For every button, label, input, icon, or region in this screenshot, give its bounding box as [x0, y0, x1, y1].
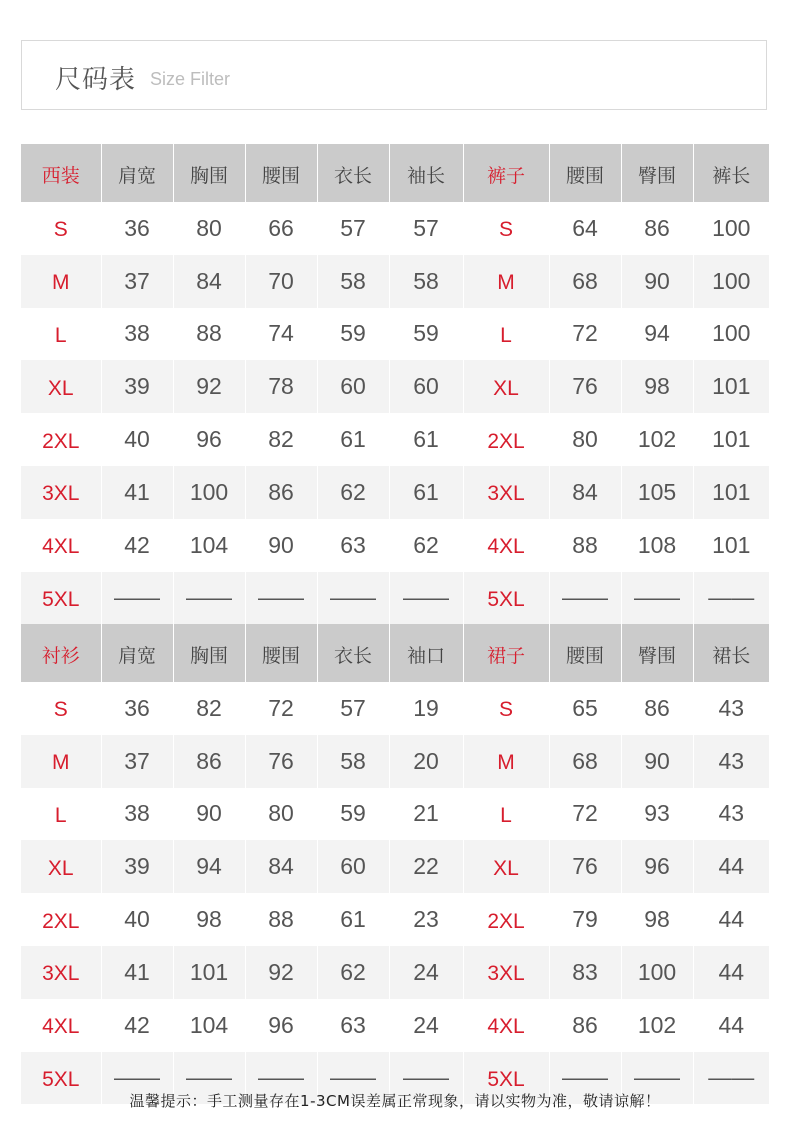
column-header: 衣长: [317, 624, 389, 682]
measurement-cell: 98: [621, 360, 693, 413]
measurement-cell: 41: [101, 946, 173, 999]
size-label-cell: S: [463, 682, 549, 735]
column-header: 胸围: [173, 624, 245, 682]
measurement-cell: 88: [549, 519, 621, 572]
measurement-cell: 57: [389, 202, 463, 255]
measurement-cell: 22: [389, 840, 463, 893]
measurement-cell: 60: [317, 840, 389, 893]
size-label-cell: 5XL: [21, 572, 101, 625]
size-label-cell: 4XL: [21, 519, 101, 572]
measurement-cell: 96: [173, 413, 245, 466]
measurement-cell: 86: [621, 202, 693, 255]
column-header: 裤子: [463, 144, 549, 202]
table-header-row: [21, 624, 769, 682]
measurement-cell: 44: [693, 999, 769, 1052]
table-row: [21, 999, 769, 1052]
measurement-cell: 74: [245, 308, 317, 361]
size-label-cell: L: [463, 308, 549, 361]
size-label-cell: M: [21, 255, 101, 308]
measurement-cell: 101: [173, 946, 245, 999]
size-label-cell: 4XL: [463, 999, 549, 1052]
measurement-cell: 101: [693, 519, 769, 572]
size-label-cell: 3XL: [21, 466, 101, 519]
measurement-cell: 90: [621, 735, 693, 788]
column-header: 臀围: [621, 624, 693, 682]
measurement-cell: 62: [389, 519, 463, 572]
measurement-cell: 42: [101, 999, 173, 1052]
measurement-cell: 100: [621, 946, 693, 999]
size-label-cell: 5XL: [463, 1052, 549, 1105]
measurement-cell: 59: [317, 788, 389, 841]
measurement-cell: 82: [173, 682, 245, 735]
measurement-cell: 44: [693, 946, 769, 999]
measurement-cell: 70: [245, 255, 317, 308]
measurement-cell: 68: [549, 735, 621, 788]
measurement-cell: 60: [389, 360, 463, 413]
measurement-cell: 90: [245, 519, 317, 572]
column-header: 肩宽: [101, 624, 173, 682]
table-row: [21, 682, 769, 735]
column-header: 腰围: [549, 144, 621, 202]
measurement-cell: ——: [621, 572, 693, 625]
measurement-cell: 44: [693, 893, 769, 946]
page-title: 尺码表: [55, 65, 137, 95]
size-label-cell: L: [463, 788, 549, 841]
measurement-cell: 61: [317, 413, 389, 466]
measurement-cell: 98: [621, 893, 693, 946]
measurement-cell: 57: [317, 202, 389, 255]
column-header: 腰围: [245, 144, 317, 202]
size-label-cell: 2XL: [21, 893, 101, 946]
measurement-cell: 86: [621, 682, 693, 735]
measurement-cell: 65: [549, 682, 621, 735]
measurement-cell: 76: [549, 360, 621, 413]
measurement-cell: 78: [245, 360, 317, 413]
measurement-cell: 100: [693, 202, 769, 255]
column-header: 衣长: [317, 144, 389, 202]
measurement-cell: 101: [693, 360, 769, 413]
measurement-cell: 38: [101, 788, 173, 841]
measurement-cell: 76: [245, 735, 317, 788]
size-label-cell: L: [21, 788, 101, 841]
column-header: 肩宽: [101, 144, 173, 202]
measurement-cell: 94: [173, 840, 245, 893]
measurement-cell: 90: [621, 255, 693, 308]
measurement-cell: ——: [693, 1052, 769, 1105]
measurement-cell: 79: [549, 893, 621, 946]
measurement-cell: 92: [245, 946, 317, 999]
measurement-cell: 39: [101, 360, 173, 413]
measurement-cell: 43: [693, 788, 769, 841]
measurement-cell: 93: [621, 788, 693, 841]
column-header: 袖口: [389, 624, 463, 682]
measurement-cell: 63: [317, 999, 389, 1052]
size-label-cell: S: [463, 202, 549, 255]
measurement-cell: 84: [549, 466, 621, 519]
measurement-cell: 40: [101, 413, 173, 466]
size-label-cell: 5XL: [463, 572, 549, 625]
measurement-cell: 102: [621, 999, 693, 1052]
measurement-cell: 66: [245, 202, 317, 255]
title-box: [21, 40, 767, 110]
measurement-cell: 94: [621, 308, 693, 361]
measurement-cell: 61: [389, 413, 463, 466]
measurement-cell: 90: [173, 788, 245, 841]
size-label-cell: 2XL: [21, 413, 101, 466]
measurement-cell: 96: [245, 999, 317, 1052]
measurement-cell: 41: [101, 466, 173, 519]
size-label-cell: M: [21, 735, 101, 788]
table-row: [21, 466, 769, 519]
table-row: [21, 255, 769, 308]
measurement-cell: 86: [549, 999, 621, 1052]
measurement-cell: ——: [549, 1052, 621, 1105]
size-label-cell: 3XL: [21, 946, 101, 999]
size-label-cell: XL: [463, 360, 549, 413]
measurement-cell: 101: [693, 413, 769, 466]
measurement-cell: 63: [317, 519, 389, 572]
measurement-cell: ——: [549, 572, 621, 625]
measurement-cell: 39: [101, 840, 173, 893]
measurement-cell: 62: [317, 466, 389, 519]
measurement-cell: 38: [101, 308, 173, 361]
measurement-cell: 61: [317, 893, 389, 946]
column-header: 胸围: [173, 144, 245, 202]
measurement-cell: 72: [549, 308, 621, 361]
measurement-cell: 20: [389, 735, 463, 788]
measurement-cell: 64: [549, 202, 621, 255]
table-row: [21, 840, 769, 893]
table-row: [21, 413, 769, 466]
measurement-cell: ——: [245, 572, 317, 625]
table-header-row: [21, 144, 769, 202]
measurement-cell: 60: [317, 360, 389, 413]
size-label-cell: M: [463, 735, 549, 788]
measurement-cell: 19: [389, 682, 463, 735]
size-label-cell: 2XL: [463, 413, 549, 466]
size-label-cell: S: [21, 202, 101, 255]
measurement-cell: 37: [101, 735, 173, 788]
measurement-cell: 72: [245, 682, 317, 735]
table-row: [21, 946, 769, 999]
size-label-cell: XL: [21, 360, 101, 413]
measurement-cell: 42: [101, 519, 173, 572]
measurement-cell: 100: [693, 308, 769, 361]
measurement-cell: 82: [245, 413, 317, 466]
measurement-cell: ——: [101, 1052, 173, 1105]
measurement-cell: 80: [245, 788, 317, 841]
measurement-cell: ——: [245, 1052, 317, 1105]
measurement-cell: 44: [693, 840, 769, 893]
measurement-cell: ——: [173, 572, 245, 625]
measurement-cell: 40: [101, 893, 173, 946]
table-row: [21, 519, 769, 572]
measurement-cell: 100: [693, 255, 769, 308]
size-label-cell: XL: [463, 840, 549, 893]
column-header: 衬衫: [21, 624, 101, 682]
measurement-cell: 24: [389, 946, 463, 999]
measurement-cell: ——: [621, 1052, 693, 1105]
measurement-cell: 21: [389, 788, 463, 841]
measurement-cell: 58: [317, 735, 389, 788]
measurement-cell: ——: [173, 1052, 245, 1105]
measurement-cell: 80: [173, 202, 245, 255]
size-label-cell: 4XL: [463, 519, 549, 572]
size-label-cell: L: [21, 308, 101, 361]
measurement-cell: 108: [621, 519, 693, 572]
measurement-cell: 43: [693, 735, 769, 788]
measurement-cell: 83: [549, 946, 621, 999]
measurement-cell: 58: [317, 255, 389, 308]
measurement-cell: 104: [173, 519, 245, 572]
column-header: 西装: [21, 144, 101, 202]
measurement-cell: 43: [693, 682, 769, 735]
measurement-cell: 36: [101, 682, 173, 735]
size-label-cell: 5XL: [21, 1052, 101, 1105]
measurement-cell: ——: [389, 572, 463, 625]
measurement-cell: ——: [317, 1052, 389, 1105]
measurement-cell: ——: [389, 1052, 463, 1105]
measurement-cell: 36: [101, 202, 173, 255]
footer-note: 温馨提示：手工测量存在1-3CM误差属正常现象，请以实物为准，敬请谅解！: [129, 1092, 661, 1110]
measurement-cell: 86: [173, 735, 245, 788]
table-row: [21, 308, 769, 361]
measurement-cell: 104: [173, 999, 245, 1052]
table-row: [21, 572, 769, 625]
measurement-cell: 62: [317, 946, 389, 999]
measurement-cell: 84: [245, 840, 317, 893]
column-header: 腰围: [245, 624, 317, 682]
column-header: 臀围: [621, 144, 693, 202]
table-row: [21, 360, 769, 413]
measurement-cell: ——: [693, 572, 769, 625]
measurement-cell: 80: [549, 413, 621, 466]
table-row: [21, 202, 769, 255]
measurement-cell: ——: [317, 572, 389, 625]
measurement-cell: 61: [389, 466, 463, 519]
column-header: 裙长: [693, 624, 769, 682]
size-label-cell: S: [21, 682, 101, 735]
measurement-cell: 84: [173, 255, 245, 308]
size-label-cell: M: [463, 255, 549, 308]
size-table-shirt-skirt: [21, 624, 769, 1104]
measurement-cell: 92: [173, 360, 245, 413]
measurement-cell: 100: [173, 466, 245, 519]
measurement-cell: 88: [245, 893, 317, 946]
measurement-cell: 59: [317, 308, 389, 361]
size-label-cell: 3XL: [463, 466, 549, 519]
measurement-cell: 72: [549, 788, 621, 841]
column-header: 裤长: [693, 144, 769, 202]
measurement-cell: 98: [173, 893, 245, 946]
measurement-cell: ——: [101, 572, 173, 625]
measurement-cell: 59: [389, 308, 463, 361]
measurement-cell: 24: [389, 999, 463, 1052]
measurement-cell: 86: [245, 466, 317, 519]
measurement-cell: 101: [693, 466, 769, 519]
measurement-cell: 23: [389, 893, 463, 946]
size-label-cell: 3XL: [463, 946, 549, 999]
measurement-cell: 105: [621, 466, 693, 519]
size-label-cell: 4XL: [21, 999, 101, 1052]
measurement-cell: 58: [389, 255, 463, 308]
table-row: [21, 735, 769, 788]
measurement-cell: 37: [101, 255, 173, 308]
measurement-cell: 102: [621, 413, 693, 466]
measurement-cell: 57: [317, 682, 389, 735]
measurement-cell: 76: [549, 840, 621, 893]
table-row: [21, 893, 769, 946]
measurement-cell: 96: [621, 840, 693, 893]
measurement-cell: 88: [173, 308, 245, 361]
column-header: 袖长: [389, 144, 463, 202]
measurement-cell: 68: [549, 255, 621, 308]
column-header: 腰围: [549, 624, 621, 682]
column-header: 裙子: [463, 624, 549, 682]
table-row: [21, 788, 769, 841]
size-label-cell: 2XL: [463, 893, 549, 946]
page-subtitle: Size Filter: [150, 69, 231, 89]
size-table-suit-pants: [21, 144, 769, 624]
size-label-cell: XL: [21, 840, 101, 893]
